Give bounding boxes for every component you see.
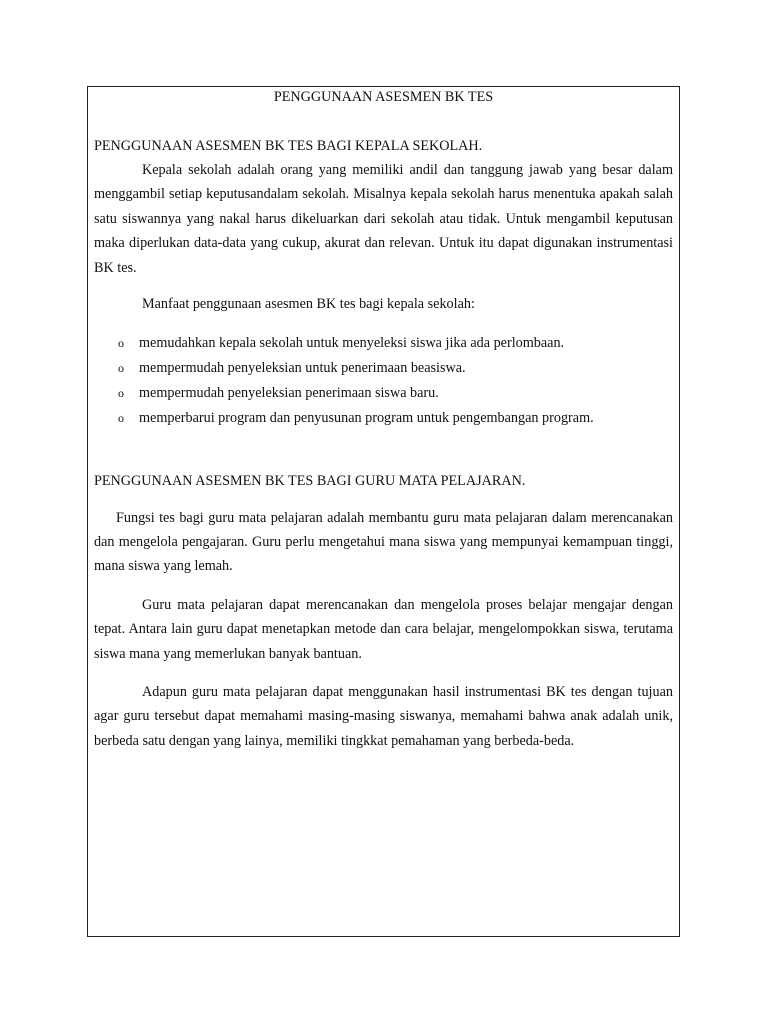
spacer: [94, 316, 673, 331]
list-item: [94, 331, 673, 356]
spacer: [94, 579, 673, 593]
paragraph-hasil-instrumentasi: Adapun guru mata pelajaran dapat menggunakan hasil instrumentasi BK tes dengan tujuan agar guru tersebut dapat memahami masing-masing siswanya, memahami bahwa anak adalah unik, berbeda satu dengan yang lainya, memiliki tingkkat pemahaman yang berbeda-beda.: [94, 684, 673, 749]
bullet-icon: o: [118, 386, 124, 401]
paragraph-manfaat: Manfaat penggunaan asesmen BK tes bagi kepala sekolah:: [142, 296, 475, 313]
paragraph-kepala-sekolah-intro: Kepala sekolah adalah orang yang memiliki andil dan tanggung jawab yang besar dalam menggambil setiap keputusandalam sekolah. Misalnya kepala sekolah harus menentuka apakah salah satu siswannya yang nakal harus dikeluarkan dari sekolah atau tidak. Untuk mengambil keputusan maka diperlukan data-data yang cukup, akurat dan relevan. Untuk itu dapat digunakan instrumentasi BK tes.: [94, 162, 673, 276]
document-border: [87, 86, 680, 937]
document-content: [94, 87, 673, 753]
list-item-text: memudahkan kepala sekolah untuk menyeleksi siswa jika ada perlombaan.: [139, 335, 565, 352]
list-item: [94, 356, 673, 381]
spacer: [94, 111, 673, 134]
spacer: [94, 666, 673, 680]
list-item: [94, 406, 673, 431]
spacer: [94, 280, 673, 292]
document-title: PENGGUNAAN ASESMEN BK TES: [273, 89, 494, 105]
spacer: [94, 493, 673, 506]
section-heading-guru-mata-pelajaran: PENGGUNAAN ASESMEN BK TES BAGI GURU MATA PELAJARAN.: [94, 472, 526, 489]
bullet-icon: o: [118, 336, 124, 351]
manfaat-list: [94, 331, 673, 430]
paragraph-fungsi-tes: Fungsi tes bagi guru mata pelajaran adalah membantu guru mata pelajaran dalam merencanakan dan mengelola pengajaran. Guru perlu mengetahui mana siswa yang mempunyai kemampuan tinggi, mana siswa yang lemah.: [94, 509, 673, 575]
list-item-text: mempermudah penyeleksian penerimaan siswa baru.: [139, 385, 439, 402]
list-item-text: mempermudah penyeleksian untuk penerimaan beasiswa.: [139, 360, 466, 377]
list-item: [94, 381, 673, 406]
section-heading-kepala-sekolah: PENGGUNAAN ASESMEN BK TES BAGI KEPALA SEKOLAH.: [94, 138, 483, 154]
list-item-text: memperbarui program dan penyusunan program untuk pengembangan program.: [139, 409, 594, 426]
bullet-icon: o: [118, 410, 124, 425]
spacer: [94, 431, 673, 469]
bullet-icon: o: [118, 361, 124, 376]
paragraph-proses-belajar: Guru mata pelajaran dapat merencanakan dan mengelola proses belajar mengajar dengan tepat. Antara lain guru dapat menetapkan metode dan cara belajar, mengelompokkan siswa, terutama siswa mana yang memerlukan banyak bantuan.: [94, 596, 673, 662]
